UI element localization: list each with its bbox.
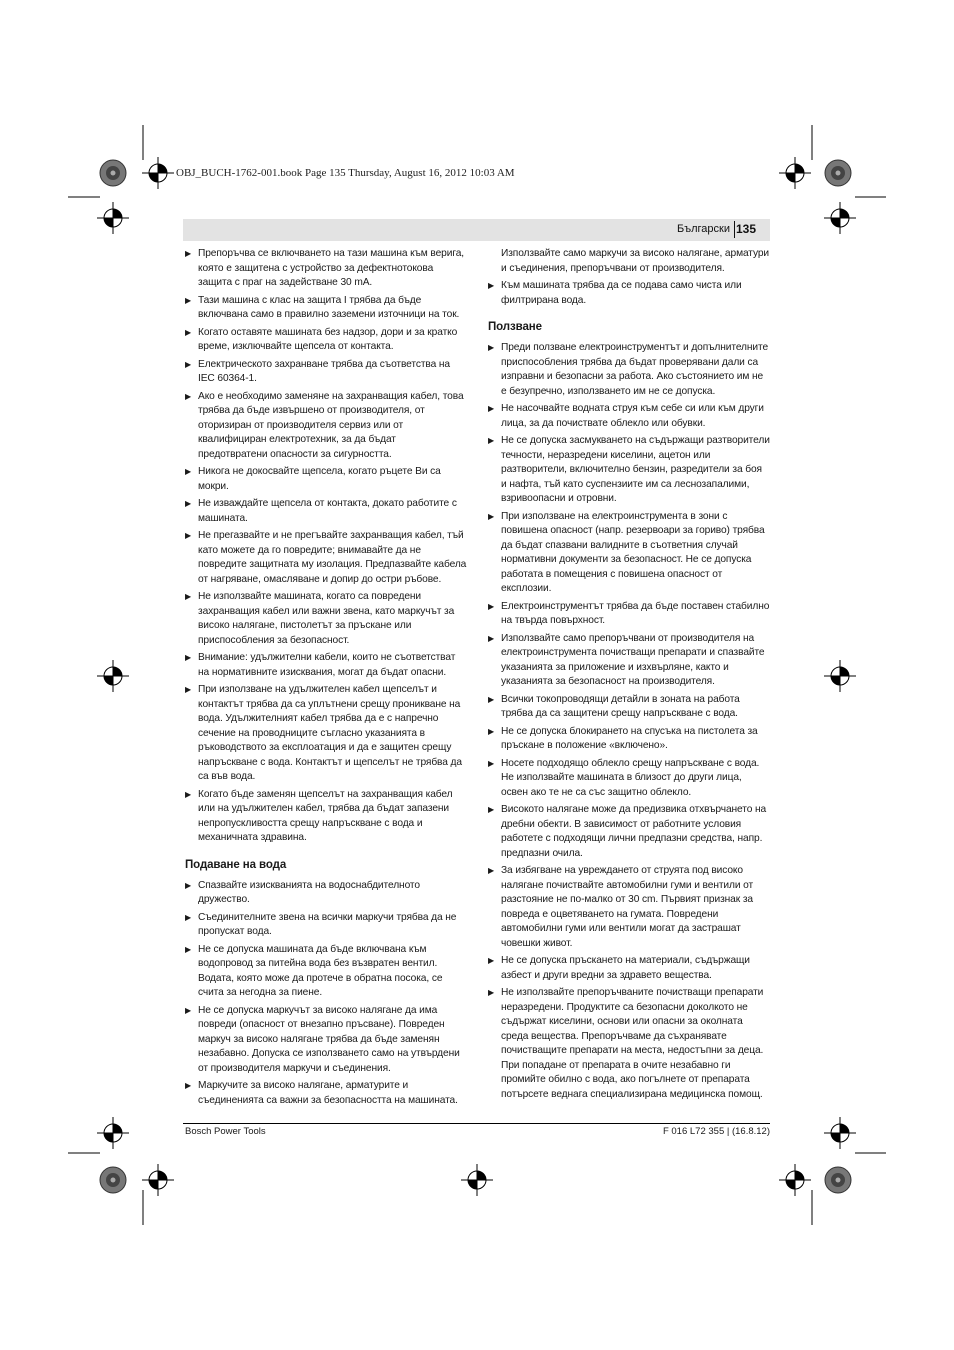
footer-document-code: F 016 L72 355 | (16.8.12) (662, 1126, 770, 1137)
list-item: ▶ Не се допуска блокирането на спусъка на пистолета за пръскане в положение «включено». (488, 725, 770, 754)
right-column (488, 247, 770, 1105)
list-item: ▶ Внимание: удължителни кабели, които не съответстват на нормативните изисквания, могат да бъдат опасни. (185, 651, 467, 680)
list-item: ▶ Електроинструментът трябва да бъде поставен стабилно на твърда повърхност. (488, 600, 770, 629)
list-item: ▶ Не използвайте машината, когато са повредени захранващия кабел или важни звена, като маркучът за високо налягане, пистолетът за пръскане или приспособления за безопасност. (185, 590, 467, 648)
list-item: ▶ При използване на електроинструмента в зони с повишена опасност (напр. резервоари за гориво) трябва да бъдат спазвани валидните в съответния случай нормативни документи за безопасност. Не се допуска работата в помещения с повишена опасност от експлозии. (488, 510, 770, 597)
print-colophon: OBJ_BUCH-1762-001.book Page 135 Thursday, August 16, 2012 10:03 AM (176, 167, 515, 179)
list-item: ▶ Не прегазвайте и не прегъвайте захранващия кабел, тъй като можете да го повредите; внимавайте да не повредите защитната му изолация. Предпазвайте кабела от нагряване, омасляване и допир до остри ръбове. (185, 529, 467, 587)
list-item: ▶ Маркучите за високо налягане, арматурите и съединенията са важни за безопасността на машината. (185, 1079, 467, 1108)
footer-publisher: Bosch Power Tools (185, 1126, 266, 1137)
footer-rule (183, 1123, 770, 1124)
list-item: ▶ Ако е необходимо заменяне на захранващия кабел, това трябва да бъде извършено от производителя, от оторизиран от производителя сервиз или от квалифициран електротехник, за да бъдат предотвратени опасности за сигурността. (185, 390, 467, 463)
list-item: ▶ Не се допуска машината да бъде включвана към водопровод за питейна вода без възвратен вентил. Водата, която може да протече в обратна посока, се счита за негодна за пиене. (185, 943, 467, 1001)
list-item: ▶ При използване на удължителен кабел щепселът и контактът трябва да са уплътнени срещу проникване на вода. Удължителният кабел трябва да е с напречно сечение на проводниците съгласно указанията в ръководството за експлоатация и да е защитен срещу напръскване с вода. Контактът и щепселът не трябва да са във вода. (185, 683, 467, 785)
list-item: ▶ Носете подходящо облекло срещу напръскване с вода. Не използвайте машината в близост до други лица, освен ако те не са със защитно облекло. (488, 757, 770, 801)
list-item: ▶ Когато оставяте машината без надзор, дори и за кратко време, изключвайте щепсела от контакта. (185, 326, 467, 355)
header-divider (734, 221, 735, 238)
list-item: ▶ Препоръчва се включването на тази машина към верига, която е защитена с устройство за дефектнотокова защита с праг на задействане 30 mA. (185, 247, 467, 291)
list-item: ▶ Не използвайте препоръчваните почистващи препарати неразредени. Продуктите са безопасни доколкото не съдържат киселини, основи или опасни за околната среда вещества. Препоръчваме да съхранявате почистващите препарати на места, недостъпни за деца. При попадане от препарата в очите незабавно ги промийте обилно с вода, ако погълнете от препарата потърсете веднага специализирана медицинска помощ. (488, 986, 770, 1102)
list-item: ▶ Никога не докосвайте щепсела, когато ръцете Ви са мокри. (185, 465, 467, 494)
list-item: ▶ За избягване на увреждането от струята под високо налягане почиствайте автомобилни гуми и вентили от разстояние не по-малко от 30 cm. Първият признак за повреда е оцветяването на гумата. Повредени автомобилни гуми или вентили могат да застрашат човешки живот. (488, 864, 770, 951)
section-title-water-supply: Подаване на вода (185, 858, 287, 871)
list-item: ▶ Преди ползване електроинструментът и допълнителните приспособления трябва да бъдат проверявани дали са изправни и безопасни за работа. Ако състоянието им не е безупречно, използването им не се допуска. (488, 341, 770, 399)
page-header (183, 219, 770, 241)
list-item: ▶ Тази машина с клас на защита I трябва да бъде включвана само в правилно заземени източници на ток. (185, 294, 467, 323)
header-language: Български (677, 223, 730, 235)
section-title-operation: Ползване (488, 321, 542, 333)
page-number: 135 (735, 222, 756, 236)
list-item: ▶ Към машината трябва да се подава само чиста или филтрирана вода. (488, 279, 770, 308)
list-item: ▶ Спазвайте изискванията на водоснабдителното дружество. (185, 879, 467, 908)
list-item: ▶ Съединителните звена на всички маркучи трябва да не пропускат вода. (185, 911, 467, 940)
list-item-continuation: Използвайте само маркучи за високо налягане, арматури и съединения, препоръчвани от производителя. (501, 248, 770, 274)
list-item: ▶ Всички токопроводящи детайли в зоната на работа трябва да са защитени срещу напръскване с вода. (488, 693, 770, 722)
list-item: ▶ Високото налягане може да предизвика отхвърчането на дребни обекти. В зависимост от работните условия работете с подходящи лични предпазни средства, напр. предпазни очила. (488, 803, 770, 861)
list-item: ▶ Не се допуска пръскането на материали, съдържащи азбест и други вредни за здравето вещества. (488, 954, 770, 983)
list-item: ▶ Не изваждайте щепсела от контакта, докато работите с машината. (185, 497, 467, 526)
list-item: ▶ Когато бъде заменян щепселът на захранващия кабел или на удължителен кабел, трябва да бъдат запазени непропускливостта срещу напръскване с вода и механичната здравина. (185, 788, 467, 846)
list-item: ▶ Електрическото захранване трябва да съответства на IEC 60364-1. (185, 358, 467, 387)
list-item: ▶ Не се допуска засмукването на съдържащи разтворители течности, неразредени киселини, ацетон или разтворители, включително бензин, разредители за боя и нафта, тъй като суспензиите им са леснозапалими, взривоопасни и отровни. (488, 434, 770, 507)
left-column (185, 247, 467, 1111)
list-item: ▶ Използвайте само препоръчвани от производителя на електроинструмента почистващи препарати и спазвайте указанията за приложение и изхвърляне, както и указанията за безопасност на производителя. (488, 632, 770, 690)
list-item: ▶ Не насочвайте водната струя към себе си или към други лица, за да почиствате облекло или обувки. (488, 402, 770, 431)
list-item: ▶ Не се допуска маркучът за високо налягане да има повреди (опасност от внезапно пръсване). Повреден маркуч за високо налягане трябва да бъде заменян незабавно. Допуска се използването само на утвърдени от производителя маркучи и съединения. (185, 1004, 467, 1077)
